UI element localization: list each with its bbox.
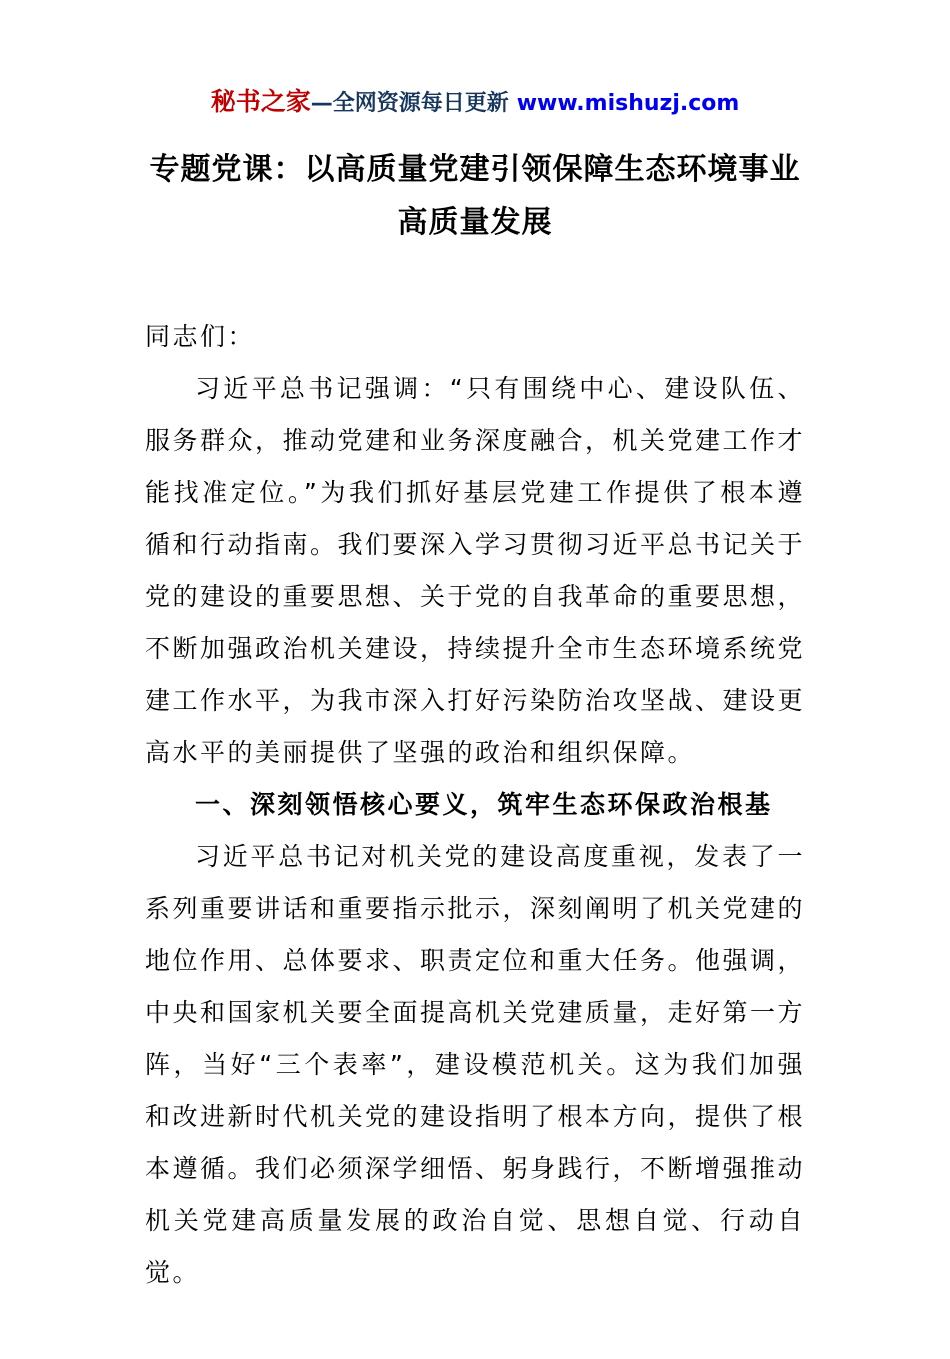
paragraph-salutation: 同志们： bbox=[145, 322, 256, 351]
site-tagline: —全网资源每日更新 bbox=[310, 91, 509, 116]
paragraph-intro: 习近平总书记强调：“只有围绕中心、建设队伍、服务群众，推动党建和业务深度融合，机关党建工作才能找准定位。”为我们抓好基层党建工作提供了根本遵循和行动指南。我们要深入学习贯彻习近平总书记关于党的建设的重要思想、关于党的自我革命的重要思想，不断加强政治机关建设，持续提升全市生态环境系统党建工作水平，为我市深入打好污染防治攻坚战、建设更高水平的美丽提供了坚强的政治和组织保障。 bbox=[145, 374, 806, 767]
section-heading-1: 一、深刻领悟核心要义，筑牢生态环保政治根基 bbox=[195, 790, 773, 819]
site-url-link[interactable]: www.mishuzj.com bbox=[516, 91, 740, 116]
paragraph-section-1: 习近平总书记对机关党的建设高度重视，发表了一系列重要讲话和重要指示批示，深刻阐明了机关党建的地位作用、总体要求、职责定位和重大任务。他强调，中央和国家机关要全面提高机关党建质量，走好第一方阵，当好“三个表率”，建设模范机关。这为我们加强和改进新时代机关党的建设指明了根本方向，提供了根本遵循。我们必须深学细悟、躬身践行，不断增强推动机关党建高质量发展的政治自觉、思想自觉、行动自觉。 bbox=[145, 842, 806, 1287]
document-body bbox=[145, 311, 805, 1299]
page-title: 专题党课：以高质量党建引领保障生态环境事业高质量发展 bbox=[149, 152, 801, 240]
site-header bbox=[145, 82, 805, 118]
site-brand: 秘书之家 bbox=[210, 87, 311, 116]
